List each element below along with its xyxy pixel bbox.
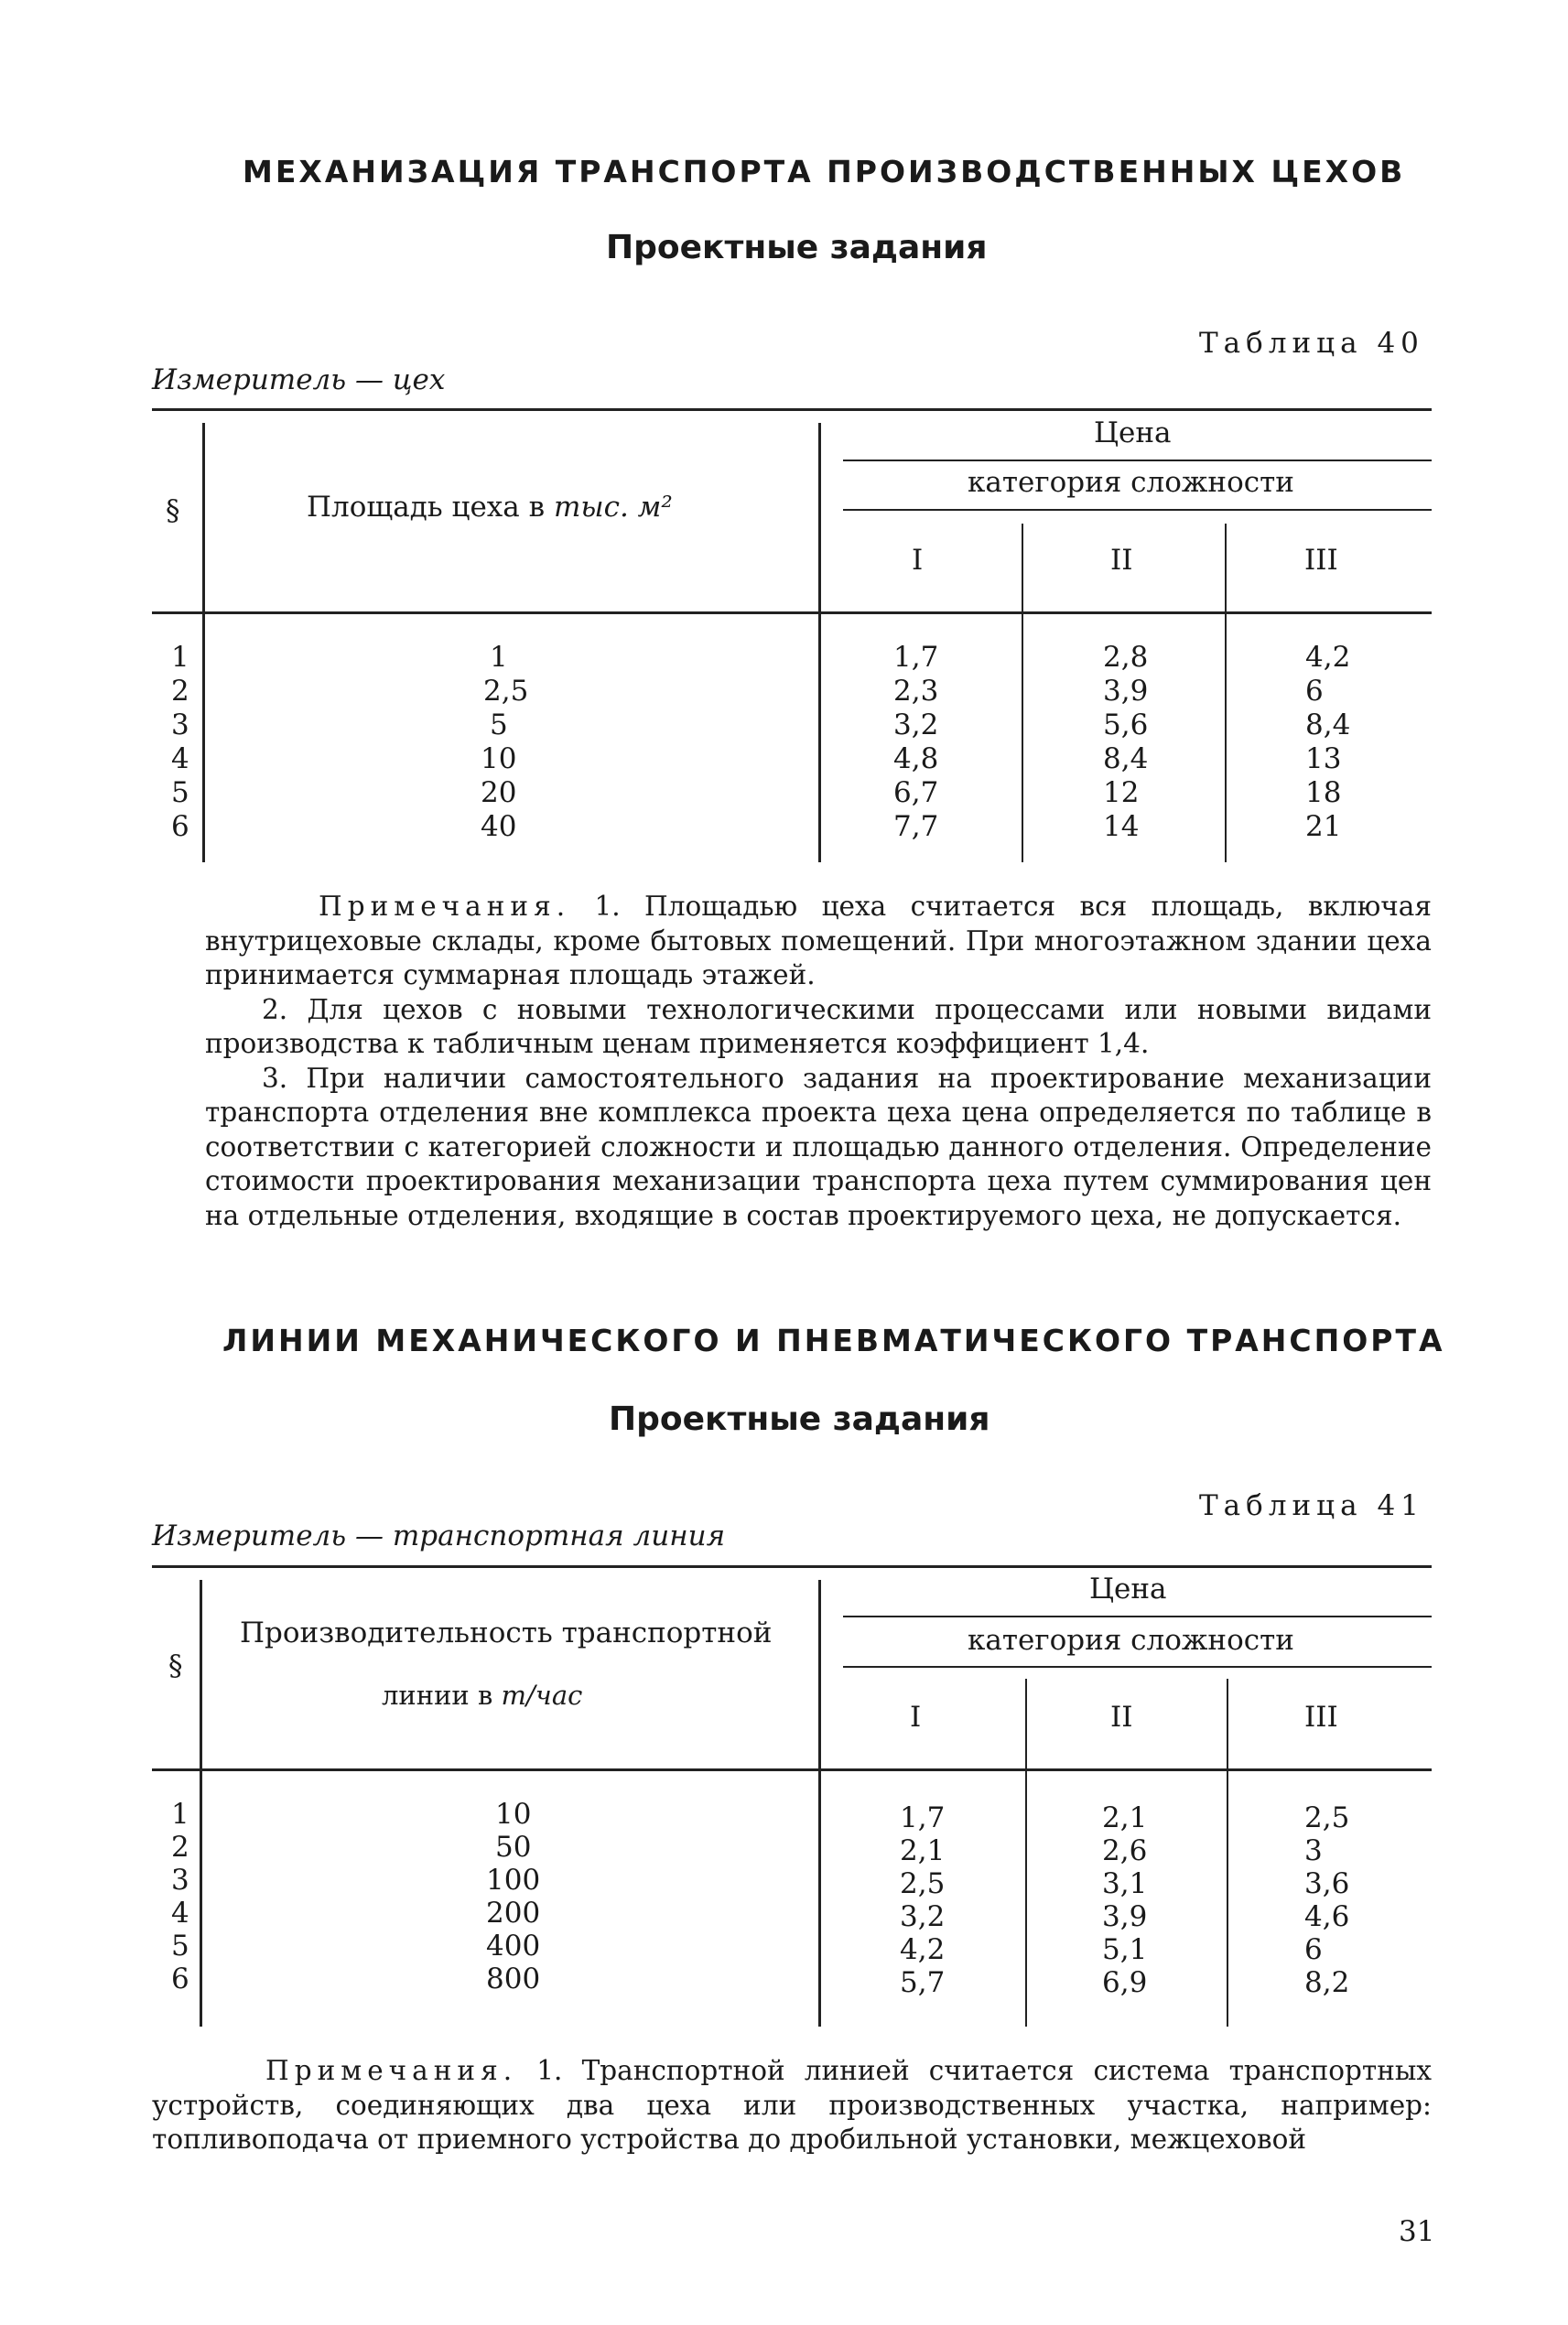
section2-subtitle: Проектные задания [609, 1400, 990, 1438]
table40-col-param: Площадь цеха в тыс. м² [307, 491, 673, 524]
section2-title: ЛИНИИ МЕХАНИЧЕСКОГО И ПНЕВМАТИЧЕСКОГО ТРАНСПОРТА [222, 1323, 1445, 1358]
note2-text: 2. Для цехов с новыми технологическими процессами или новыми видами производства к табличным ценам применяется коэффициент 1,4. [205, 993, 1432, 1059]
note3-text: 3. При наличии самостоятельного задания на проектирование механизации транспорта отделения вне комплекса проекта цеха цена определяется по таблице в соответствии с категорией сложности и площадью данного отделения. Определение стоимости проектирования механизации транспорта цеха путем суммирования цен на отдельные отделения, входящие в состав проектируемого цеха, не допускается. [205, 1062, 1432, 1231]
page-number: 31 [1399, 2215, 1435, 2248]
table41-col-para: § [168, 1649, 183, 1682]
table40-label: Таблица 40 [1199, 327, 1424, 360]
table41-meter: Измеритель — транспортная линия [152, 1519, 726, 1552]
note1-text: 1. Транспортной линией считается система транспортных устройств, соединяющих два цеха или производственных участка, например: топливоподача от приемного устройства до дробильной установки, межцеховой [152, 2055, 1432, 2155]
section1-notes [205, 890, 1432, 1233]
table41-col-param-line2: линии в т/час [382, 1680, 583, 1711]
notes-heading: Примечания. [265, 2055, 518, 2086]
table40-meter: Измеритель — цех [152, 363, 446, 396]
table41-label: Таблица 41 [1199, 1489, 1424, 1522]
table40-col-para: § [166, 494, 180, 527]
section1-subtitle: Проектные задания [606, 229, 988, 266]
table40-price-header: Цена [1094, 416, 1172, 449]
table41-col-param-line1: Производительность транспортной [240, 1617, 773, 1649]
table40-cat-2: II [1110, 544, 1133, 577]
table40-cat-3: III [1304, 544, 1338, 577]
section2-notes [152, 2054, 1432, 2157]
table41-cat-3: III [1304, 1701, 1338, 1734]
table41-cat-1: I [910, 1701, 922, 1734]
table41-price-header: Цена [1089, 1573, 1167, 1606]
table41-cat-2: II [1110, 1701, 1133, 1734]
section1-title: МЕХАНИЗАЦИЯ ТРАНСПОРТА ПРОИЗВОДСТВЕННЫХ ЦЕХОВ [243, 154, 1406, 189]
notes-heading: Примечания. [319, 891, 571, 922]
table40-category-header: категория сложности [968, 466, 1294, 499]
table41-category-header: категория сложности [968, 1624, 1294, 1657]
note1-text: 1. Площадью цеха считается вся площадь, включая внутрицеховые склады, кроме бытовых помещений. При многоэтажном здании цеха принимается суммарная площадь этажей. [205, 891, 1432, 990]
table40-cat-1: I [912, 544, 924, 577]
